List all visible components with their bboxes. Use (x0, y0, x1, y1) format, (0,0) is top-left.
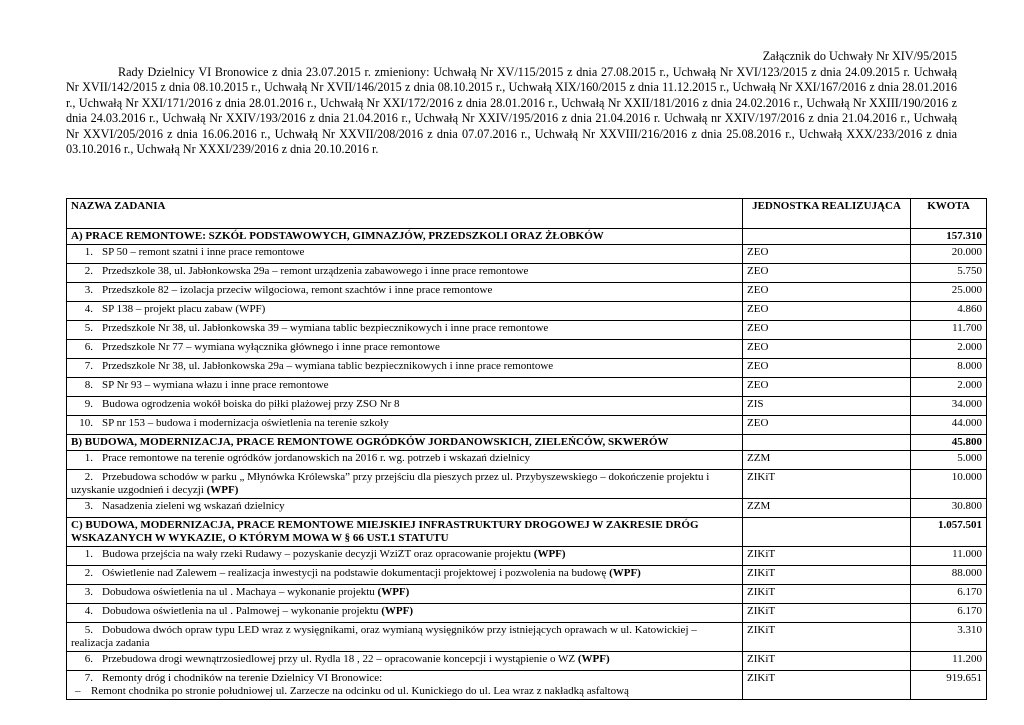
task-amount: 919.651 (911, 671, 987, 700)
section-amount: 1.057.501 (911, 518, 987, 547)
table-row (67, 671, 987, 700)
task-number: 1. (84, 246, 93, 258)
wpf-marker: (WPF) (206, 484, 239, 496)
table-row (67, 547, 987, 566)
task-name: Przebudowa schodów w parku „ Młynówka Królewska” przy przejściu dla pieszych przez ul. Przybyszewskiego – dokończenie projektu i uzyskanie uzgodnień i decyzji (71, 471, 710, 496)
section-amount: 45.800 (911, 435, 987, 451)
task-cell (67, 566, 743, 585)
section-row-secC (67, 518, 987, 547)
task-amount: 5.750 (911, 264, 987, 283)
section-row-secB (67, 435, 987, 451)
section-title: C) BUDOWA, MODERNIZACJA, PRACE REMONTOWE MIEJSKIEJ INFRASTRUKTURY DROGOWEJ W ZAKRESIE DRÓG WSKAZANYCH W WYKAZIE, O KTÓRYM MOWA W § 66 UST.1 STATUTU (67, 518, 743, 547)
table-row (67, 321, 987, 340)
table-row (67, 470, 987, 499)
task-amount: 11.200 (911, 652, 987, 671)
task-unit: ZIKiT (743, 604, 911, 623)
table-row (67, 283, 987, 302)
task-cell (67, 416, 743, 435)
task-unit: ZIKiT (743, 470, 911, 499)
section-unit (743, 518, 911, 547)
wpf-marker: (WPF) (533, 548, 566, 560)
table-row (67, 623, 987, 652)
task-number: 3. (84, 284, 93, 296)
col-header-name: NAZWA ZADANIA (67, 199, 743, 229)
task-name: Przedszkole Nr 77 – wymiana wyłącznika głównego i inne prace remontowe (102, 341, 440, 353)
task-cell (67, 283, 743, 302)
resolution-history: Rady Dzielnicy VI Bronowice z dnia 23.07.2015 r. zmieniony: Uchwałą Nr XV/115/2015 z dnia 27.08.2015 r., Uchwałą Nr XVI/123/2015 z dnia 24.09.2015 r. Uchwałą Nr XVII/142/2015 z dnia 08.10.2015 r., Uchwałą Nr XVII/146/2015 z dnia 08.10.2015 r., Uchwałą XIX/160/2015 z dnia 11.12.2015 r., Uchwałą Nr XXI/167/2016 z dnia 28.01.2016 r., Uchwałą Nr XXI/171/2016 z dnia 28.01.2016 r., Uchwałą Nr XXI/172/2016 z dnia 28.01.2016 r., Uchwałą Nr XXII/181/2016 z dnia 24.02.2016 r., Uchwałą Nr XXIII/190/2016 z dnia 24.03.2016 r., Uchwałą Nr XXIV/193/2016 z dnia 21.04.2016 r., Uchwałą Nr XXIV/195/2016 z dnia 21.04.2016 r. Uchwałą nr XXIV/197/2016 z dnia 21.04.2016 r., Uchwałą Nr XXVI/205/2016 z dnia 16.06.2016 r., Uchwałą Nr XXVII/208/2016 z dnia 07.07.2016 r., Uchwałą Nr XXVIII/216/2016 z dnia 25.08.2016 r., Uchwałą XXX/233/2016 z dnia 03.10.2016 r., Uchwałą Nr XXXI/239/2016 z dnia 20.10.2016 r. (66, 64, 957, 156)
task-name: SP Nr 93 – wymiana włazu i inne prace remontowe (102, 379, 329, 391)
task-amount: 6.170 (911, 604, 987, 623)
task-name: Dobudowa oświetlenia na ul . Palmowej – wykonanie projektu (102, 605, 379, 617)
task-name: Dobudowa dwóch opraw typu LED wraz z wysięgnikami, oraz wymianą wysięgników przy istniejących oprawach w ul. Katowickiej – realizacja zadania (71, 624, 697, 649)
task-amount: 10.000 (911, 470, 987, 499)
task-unit: ZEO (743, 378, 911, 397)
task-amount: 88.000 (911, 566, 987, 585)
task-number: 3. (84, 586, 93, 598)
task-unit: ZIKiT (743, 671, 911, 700)
table-row (67, 451, 987, 470)
task-subitem (71, 685, 738, 698)
task-number: 5. (84, 624, 93, 636)
attachment-title: Załącznik do Uchwały Nr XIV/95/2015 (762, 49, 957, 63)
task-number: 2. (84, 471, 93, 483)
task-name: SP 138 – projekt placu zabaw (WPF) (102, 303, 266, 315)
task-cell (67, 451, 743, 470)
task-number: 7. (84, 672, 93, 684)
task-unit: ZIKiT (743, 623, 911, 652)
task-name: Budowa przejścia na wały rzeki Rudawy – pozyskanie decyzji WziZT oraz opracowanie projektu (102, 548, 532, 560)
document-header (66, 49, 957, 158)
task-unit: ZIKiT (743, 652, 911, 671)
task-name: Przedszkole Nr 38, ul. Jabłonkowska 39 – wymiana tablic bezpiecznikowych i inne prace remontowe (102, 322, 549, 334)
task-cell (67, 340, 743, 359)
task-name: Remonty dróg i chodników na terenie Dzielnicy VI Bronowice: (102, 672, 383, 684)
task-name: Budowa ogrodzenia wokół boiska do piłki plażowej przy ZSO Nr 8 (102, 398, 400, 410)
task-cell (67, 652, 743, 671)
tasks-table (66, 198, 987, 700)
wpf-marker: (WPF) (381, 605, 413, 617)
table-row (67, 245, 987, 264)
task-amount: 4.860 (911, 302, 987, 321)
task-number: 2. (84, 265, 93, 277)
task-amount: 8.000 (911, 359, 987, 378)
task-unit: ZEO (743, 264, 911, 283)
task-name: Przebudowa drogi wewnątrzosiedlowej przy ul. Rydla 18 , 22 – opracowanie koncepcji i wystąpienie o WZ (102, 653, 576, 665)
table-row (67, 566, 987, 585)
table-row (67, 359, 987, 378)
task-number: 7. (84, 360, 93, 372)
task-unit: ZEO (743, 340, 911, 359)
task-amount: 3.310 (911, 623, 987, 652)
task-number: 10. (79, 417, 93, 429)
table-row (67, 397, 987, 416)
task-name: Nasadzenia zieleni wg wskazań dzielnicy (102, 500, 285, 512)
col-header-amount: KWOTA (911, 199, 987, 229)
task-unit: ZZM (743, 451, 911, 470)
table-row (67, 604, 987, 623)
task-amount: 2.000 (911, 378, 987, 397)
task-amount: 11.700 (911, 321, 987, 340)
task-unit: ZZM (743, 499, 911, 518)
task-cell (67, 359, 743, 378)
table-row (67, 340, 987, 359)
table-row (67, 652, 987, 671)
task-amount: 44.000 (911, 416, 987, 435)
section-title: A) PRACE REMONTOWE: SZKÓŁ PODSTAWOWYCH, GIMNAZJÓW, PRZEDSZKOLI ORAZ ŻŁOBKÓW (67, 229, 743, 245)
col-header-unit: JEDNOSTKA REALIZUJĄCA (743, 199, 911, 229)
task-name: Przedszkole 38, ul. Jabłonkowska 29a – remont urządzenia zabawowego i inne prace remontowe (102, 265, 529, 277)
task-number: 2. (84, 567, 93, 579)
task-name: Przedszkole 82 – izolacja przeciw wilgociowa, remont szachtów i inne prace remontowe (102, 284, 493, 296)
table-header-row (67, 199, 987, 229)
task-name: SP 50 – remont szatni i inne prace remontowe (102, 246, 305, 258)
task-name: Prace remontowe na terenie ogródków jordanowskich na 2016 r. wg. potrzeb i wskazań dzielnicy (102, 452, 530, 464)
task-unit: ZEO (743, 302, 911, 321)
table-row (67, 378, 987, 397)
wpf-marker: (WPF) (609, 567, 641, 579)
task-name: Dobudowa oświetlenia na ul . Machaya – wykonanie projektu (102, 586, 375, 598)
task-number: 6. (84, 653, 93, 665)
task-name: SP nr 153 – budowa i modernizacja oświetlenia na terenie szkoły (102, 417, 389, 429)
table-row (67, 416, 987, 435)
task-number: 3. (84, 500, 93, 512)
table-row (67, 264, 987, 283)
task-unit: ZEO (743, 321, 911, 340)
task-amount: 20.000 (911, 245, 987, 264)
task-unit: ZIS (743, 397, 911, 416)
dash-bullet: – (75, 685, 81, 697)
task-cell (67, 499, 743, 518)
task-cell (67, 302, 743, 321)
wpf-marker: (WPF) (577, 653, 610, 665)
task-unit: ZIKiT (743, 566, 911, 585)
wpf-marker: (WPF) (377, 586, 410, 598)
table-row (67, 585, 987, 604)
task-number: 6. (84, 341, 93, 353)
task-amount: 5.000 (911, 451, 987, 470)
section-unit (743, 435, 911, 451)
task-number: 5. (84, 322, 93, 334)
task-unit: ZEO (743, 359, 911, 378)
task-cell (67, 470, 743, 499)
section-unit (743, 229, 911, 245)
section-title: B) BUDOWA, MODERNIZACJA, PRACE REMONTOWE OGRÓDKÓW JORDANOWSKICH, ZIELEŃCÓW, SKWERÓW (67, 435, 743, 451)
table-row (67, 302, 987, 321)
task-cell (67, 604, 743, 623)
task-cell (67, 547, 743, 566)
task-unit: ZEO (743, 283, 911, 302)
task-number: 1. (84, 452, 93, 464)
task-cell (67, 671, 743, 700)
task-number: 8. (84, 379, 93, 391)
task-unit: ZIKiT (743, 547, 911, 566)
task-unit: ZEO (743, 416, 911, 435)
task-cell (67, 585, 743, 604)
task-unit: ZEO (743, 245, 911, 264)
task-unit: ZIKiT (743, 585, 911, 604)
section-row-secA (67, 229, 987, 245)
task-cell (67, 321, 743, 340)
task-amount: 11.000 (911, 547, 987, 566)
task-amount: 30.800 (911, 499, 987, 518)
section-amount: 157.310 (911, 229, 987, 245)
task-cell (67, 397, 743, 416)
task-cell (67, 378, 743, 397)
task-name: Oświetlenie nad Zalewem – realizacja inwestycji na podstawie dokumentacji projektowej i pozwolenia na budowę (102, 567, 607, 579)
task-cell (67, 623, 743, 652)
task-number: 9. (84, 398, 93, 410)
task-cell (67, 264, 743, 283)
task-subitem-text: Remont chodnika po stronie południowej ul. Zarzecze na odcinku od ul. Kunickiego do ul. Lea wraz z nakładką asfaltową (91, 685, 629, 697)
task-number: 4. (84, 605, 93, 617)
task-cell (67, 245, 743, 264)
task-amount: 2.000 (911, 340, 987, 359)
table-row (67, 499, 987, 518)
task-number: 1. (84, 548, 93, 560)
task-name: Przedszkole Nr 38, ul. Jabłonkowska 29a – wymiana tablic bezpiecznikowych i inne prace remontowe (102, 360, 554, 372)
task-amount: 34.000 (911, 397, 987, 416)
task-amount: 6.170 (911, 585, 987, 604)
task-number: 4. (84, 303, 93, 315)
task-amount: 25.000 (911, 283, 987, 302)
